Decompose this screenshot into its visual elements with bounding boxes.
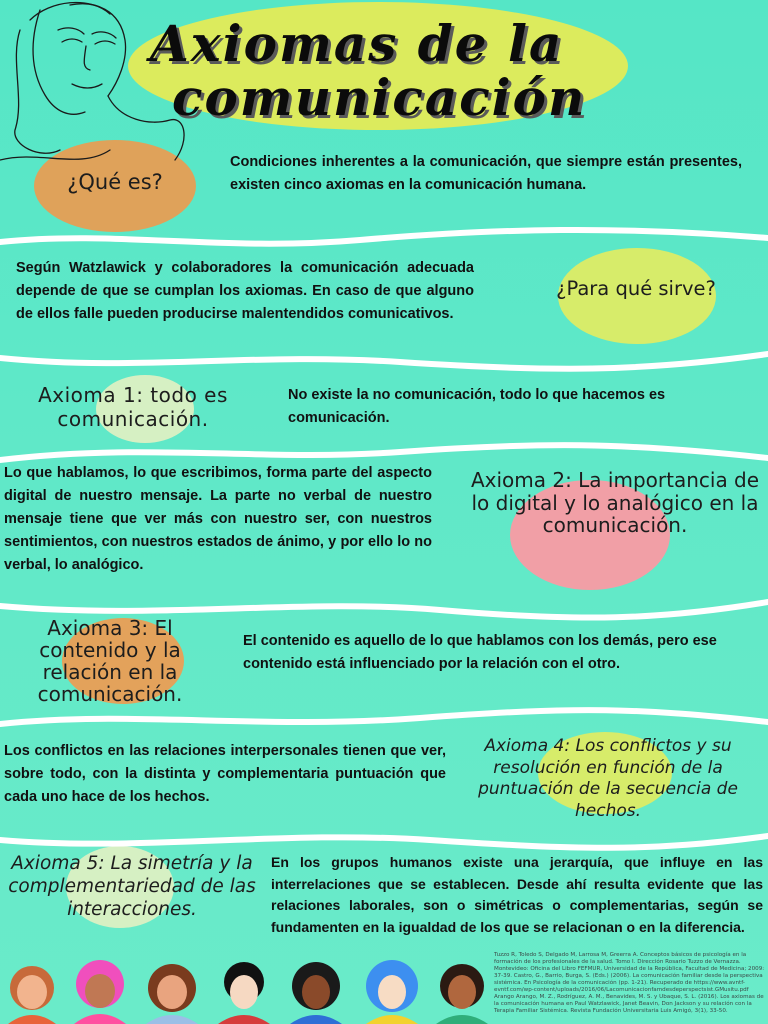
axiom5-text: En los grupos humanos existe una jerarquía, que influye en las interrelaciones que se establecen. Desde ahí resulta evidente que las relaciones laborales, son o simétricas o complementarias, según se fundamenten en la igualdad de los que se relacionan o en la diferencia. [271,854,763,935]
people-group-illustration [0,958,496,1024]
page-title-line1: Axiomas de la [150,14,564,73]
que-es-label: ¿Qué es? [67,170,163,194]
para-que-text: Según Watzlawick y colaboradores la comunicación adecuada depende de que se cumplan los axiomas. En caso de que alguno de ellos falle pueden producirse malentendidos comunicativos. [16,260,474,322]
axiom2-text: Lo que hablamos, lo que escribimos, forma parte del aspecto digital de nuestro mensaje. La parte no verbal de nuestro mensaje tiene que ver más con nuestro ser, con nuestros sentimientos, con nuestros estados de ánimo, y por ello lo no verbal, lo analógico. [4,465,432,573]
que-es-text: Condiciones inherentes a la comunicación, que siempre están presentes, existen cinco axiomas en la comunicación humana. [230,154,742,193]
axiom3-text: El contenido es aquello de lo que hablamos con los demás, pero ese contenido está influenciado por la relación con el otro. [243,633,717,672]
page-title-line2: comunicación [172,68,587,127]
axiom2-label: Axioma 2: La importancia de lo digital y lo analógico en la comunicación. [470,468,760,537]
axiom4-label: Axioma 4: Los conflictos y su resolución en función de la puntuación de la secuencia de hechos. [478,736,738,821]
axiom3-label: Axioma 3: El contenido y la relación en la comunicación. [37,616,183,706]
axiom1-label: Axioma 1: todo es comunicación. [38,383,228,431]
axiom1-text: No existe la no comunicación, todo lo que hacemos es comunicación. [288,387,666,426]
wave-divider [0,342,768,382]
axiom5-label: Axioma 5: La simetría y la complementariedad de las interacciones. [8,853,256,920]
references: Tuzzo R, Toledo S, Delgado M, Larrosa M, Greerra A. Conceptos básicos de psicología en la formación de los profesionales de la salud. Tomo I. Dirección Rosario Tuzzo de Vernazza. Montevideo: Oficina del Libro FEFMUR, Universidad de la República, Facultad de Medicina; 2009: 37-39. Castro, G., Barrio, Burga, S. (Eds.) (2006). La comunicación familiar desde la perspectiva sistémica. En Psicología de la comunicación (pp. 1-21). Recuperado de https://www.avntf-evntf.com/wp-content/uploads/2016/06/Lacomunicacionfamdesdeperspectsist.GMusitu.pdf Arango Arango, M. Z., Rodríguez, A. M., Benavides, M. S. y Ubaque, S. L. (2016). Los axiomas de la comunicación humana en Paul Watzlawick, Janet Beavin, Don Jackson y su relación con la Terapia Familiar Sistémica. Revista Fundación Universitaria Luis Amigó, 3(1), 33-50. [494,952,765,1014]
para-que-label: ¿Para qué sirve? [556,277,716,300]
axiom4-text: Los conflictos en las relaciones interpersonales tienen que ver, sobre todo, con la distinta y complementaria puntuación que cada uno hace de los hechos. [4,743,446,805]
